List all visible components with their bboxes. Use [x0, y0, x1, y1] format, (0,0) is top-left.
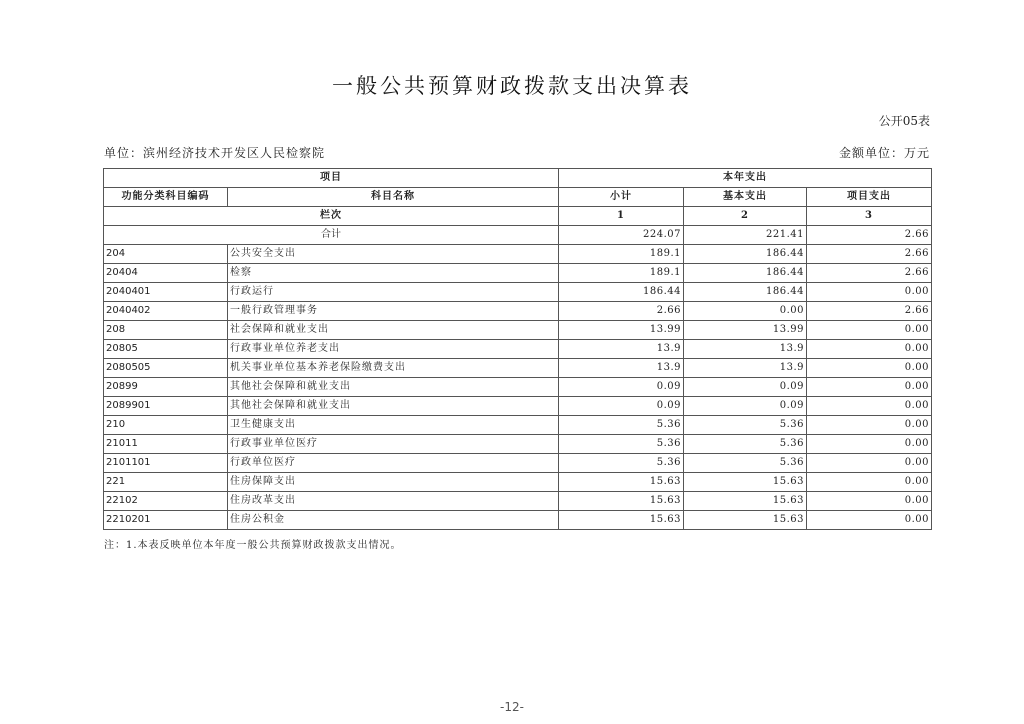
- row-basic: 0.09: [684, 397, 807, 416]
- row-code: 221: [104, 473, 228, 492]
- header-column-label: 栏次: [104, 207, 559, 226]
- row-code: 2080505: [104, 359, 228, 378]
- row-name: 公共安全支出: [228, 245, 559, 264]
- row-code: 20805: [104, 340, 228, 359]
- table-row: [104, 264, 932, 283]
- row-subtotal: 189.1: [559, 264, 684, 283]
- row-subtotal: 186.44: [559, 283, 684, 302]
- row-basic: 186.44: [684, 245, 807, 264]
- row-subtotal: 15.63: [559, 473, 684, 492]
- table-row: [104, 511, 932, 530]
- row-name: 住房公积金: [228, 511, 559, 530]
- table-row: [104, 435, 932, 454]
- table-row: [104, 454, 932, 473]
- row-basic: 186.44: [684, 264, 807, 283]
- table-row: [104, 416, 932, 435]
- row-subtotal: 13.99: [559, 321, 684, 340]
- total-label: 合计: [104, 226, 559, 245]
- row-basic: 0.00: [684, 302, 807, 321]
- row-subtotal: 0.09: [559, 397, 684, 416]
- header-col2: 2: [684, 207, 807, 226]
- row-basic: 13.9: [684, 359, 807, 378]
- table-row: [104, 283, 932, 302]
- row-code: 2210201: [104, 511, 228, 530]
- row-code: 22102: [104, 492, 228, 511]
- row-code: 210: [104, 416, 228, 435]
- table-row: [104, 340, 932, 359]
- row-project: 0.00: [807, 283, 932, 302]
- row-subtotal: 15.63: [559, 492, 684, 511]
- form-number: 公开05表: [878, 114, 930, 128]
- row-subtotal: 13.9: [559, 359, 684, 378]
- row-name: 行政事业单位医疗: [228, 435, 559, 454]
- row-project: 2.66: [807, 245, 932, 264]
- total-basic: 221.41: [684, 226, 807, 245]
- page-number: -12-: [500, 700, 524, 714]
- row-name: 行政运行: [228, 283, 559, 302]
- header-row-3: [104, 207, 932, 226]
- row-project: 0.00: [807, 321, 932, 340]
- row-project: 2.66: [807, 264, 932, 283]
- row-basic: 5.36: [684, 454, 807, 473]
- row-project: 0.00: [807, 340, 932, 359]
- row-name: 社会保障和就业支出: [228, 321, 559, 340]
- header-col1: 1: [559, 207, 684, 226]
- table-row: [104, 378, 932, 397]
- row-name: 住房保障支出: [228, 473, 559, 492]
- total-row: [104, 226, 932, 245]
- row-project: 0.00: [807, 511, 932, 530]
- header-col3: 3: [807, 207, 932, 226]
- row-name: 行政事业单位养老支出: [228, 340, 559, 359]
- total-project: 2.66: [807, 226, 932, 245]
- header-row-2: [104, 188, 932, 207]
- footnote: 注：1.本表反映单位本年度一般公共预算财政拨款支出情况。: [104, 540, 402, 551]
- row-basic: 13.99: [684, 321, 807, 340]
- header-current-expense: 本年支出: [559, 169, 932, 188]
- row-name: 其他社会保障和就业支出: [228, 378, 559, 397]
- row-subtotal: 13.9: [559, 340, 684, 359]
- row-project: 0.00: [807, 378, 932, 397]
- row-basic: 13.9: [684, 340, 807, 359]
- row-name: 机关事业单位基本养老保险缴费支出: [228, 359, 559, 378]
- row-name: 其他社会保障和就业支出: [228, 397, 559, 416]
- table-row: [104, 302, 932, 321]
- row-basic: 186.44: [684, 283, 807, 302]
- row-subtotal: 5.36: [559, 416, 684, 435]
- row-project: 0.00: [807, 454, 932, 473]
- header-basic: 基本支出: [684, 188, 807, 207]
- row-subtotal: 5.36: [559, 435, 684, 454]
- row-code: 20404: [104, 264, 228, 283]
- row-code: 2040401: [104, 283, 228, 302]
- row-project: 0.00: [807, 435, 932, 454]
- row-project: 0.00: [807, 397, 932, 416]
- row-subtotal: 5.36: [559, 454, 684, 473]
- row-basic: 5.36: [684, 416, 807, 435]
- budget-table: [103, 168, 932, 530]
- row-name: 一般行政管理事务: [228, 302, 559, 321]
- row-name: 卫生健康支出: [228, 416, 559, 435]
- row-subtotal: 0.09: [559, 378, 684, 397]
- row-code: 2089901: [104, 397, 228, 416]
- page-title: 一般公共预算财政拨款支出决算表: [332, 74, 692, 98]
- row-project: 0.00: [807, 473, 932, 492]
- table-row: [104, 359, 932, 378]
- row-code: 20899: [104, 378, 228, 397]
- unit-label: 单位：滨州经济技术开发区人民检察院: [104, 146, 326, 160]
- row-project: 0.00: [807, 416, 932, 435]
- total-subtotal: 224.07: [559, 226, 684, 245]
- row-code: 2101101: [104, 454, 228, 473]
- row-code: 2040402: [104, 302, 228, 321]
- table-row: [104, 397, 932, 416]
- header-item: 项目: [104, 169, 559, 188]
- row-code: 204: [104, 245, 228, 264]
- table-row: [104, 492, 932, 511]
- header-code: 功能分类科目编码: [104, 188, 228, 207]
- row-name: 检察: [228, 264, 559, 283]
- row-basic: 0.09: [684, 378, 807, 397]
- row-basic: 15.63: [684, 492, 807, 511]
- row-code: 208: [104, 321, 228, 340]
- row-basic: 5.36: [684, 435, 807, 454]
- header-subtotal: 小计: [559, 188, 684, 207]
- row-project: 2.66: [807, 302, 932, 321]
- header-row-1: [104, 169, 932, 188]
- table-row: [104, 245, 932, 264]
- row-subtotal: 189.1: [559, 245, 684, 264]
- row-subtotal: 15.63: [559, 511, 684, 530]
- header-project: 项目支出: [807, 188, 932, 207]
- row-project: 0.00: [807, 492, 932, 511]
- money-unit-label: 金额单位：万元: [838, 146, 930, 160]
- header-name: 科目名称: [228, 188, 559, 207]
- table-row: [104, 321, 932, 340]
- row-name: 住房改革支出: [228, 492, 559, 511]
- row-basic: 15.63: [684, 511, 807, 530]
- row-subtotal: 2.66: [559, 302, 684, 321]
- row-basic: 15.63: [684, 473, 807, 492]
- row-name: 行政单位医疗: [228, 454, 559, 473]
- table-row: [104, 473, 932, 492]
- row-code: 21011: [104, 435, 228, 454]
- row-project: 0.00: [807, 359, 932, 378]
